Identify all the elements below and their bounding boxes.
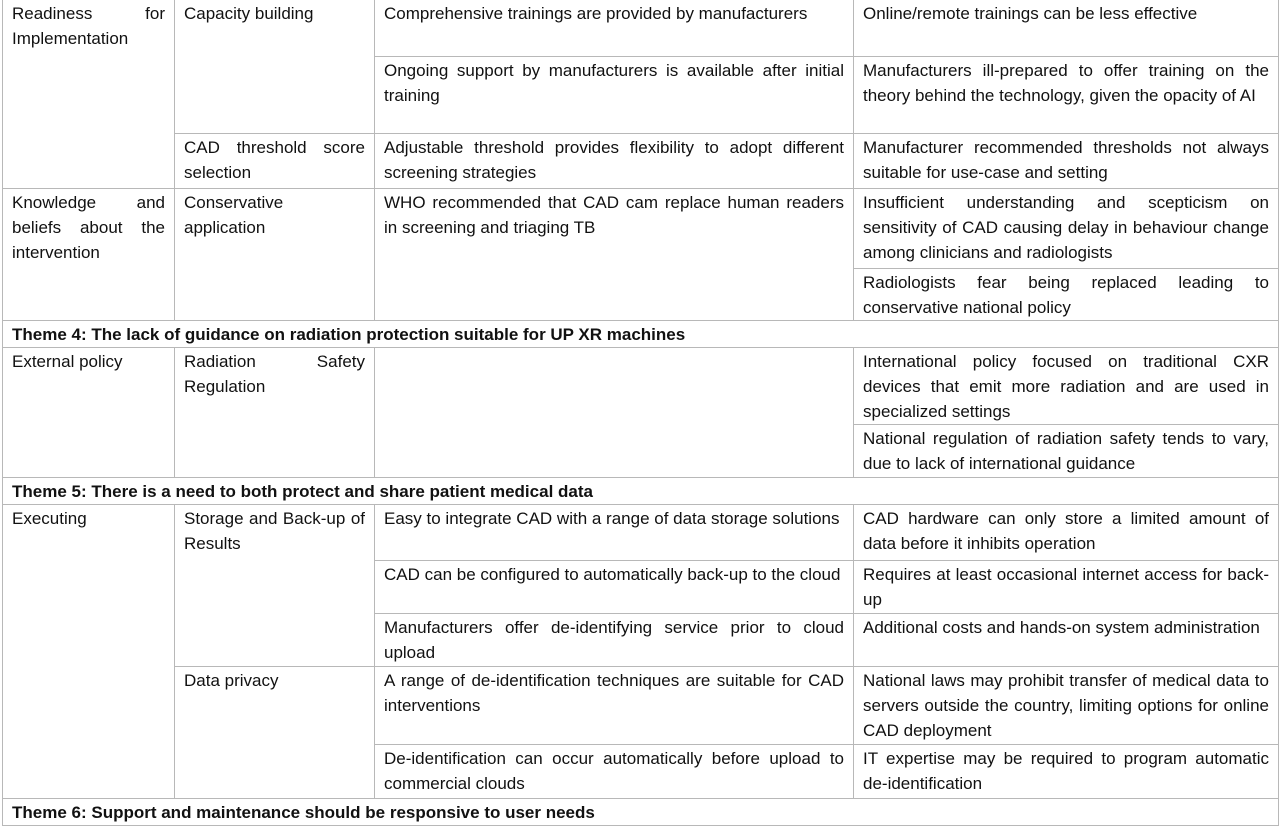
theme-row <box>3 320 1279 347</box>
barrier-cell: Radiologists fear being replaced leading to conservative national policy <box>854 268 1279 320</box>
construct-cell: Executing <box>3 504 175 798</box>
subconstruct-cell: Storage and Back-up of Results <box>175 504 375 666</box>
table-row <box>3 666 1279 744</box>
barrier-cell: Additional costs and hands-on system administration <box>854 613 1279 666</box>
facilitator-cell <box>375 347 854 477</box>
subconstruct-cell: Conservative application <box>175 188 375 320</box>
table-row <box>3 133 1279 188</box>
facilitator-cell: Manufacturers offer de-identifying service prior to cloud upload <box>375 613 854 666</box>
facilitator-cell: Comprehensive trainings are provided by manufacturers <box>375 0 854 56</box>
facilitator-cell: Ongoing support by manufacturers is available after initial training <box>375 56 854 133</box>
barrier-cell: Insufficient understanding and scepticism on sensitivity of CAD causing delay in behaviour change among clinicians and radiologists <box>854 188 1279 268</box>
barrier-cell: Requires at least occasional internet access for back-up <box>854 560 1279 613</box>
barrier-cell: Manufacturer recommended thresholds not always suitable for use-case and setting <box>854 133 1279 188</box>
barrier-cell: IT expertise may be required to program automatic de-identification <box>854 744 1279 798</box>
facilitator-cell: WHO recommended that CAD cam replace human readers in screening and triaging TB <box>375 188 854 320</box>
table-row <box>3 188 1279 268</box>
subconstruct-cell: CAD threshold score selection <box>175 133 375 188</box>
theme-row <box>3 798 1279 825</box>
facilitator-cell: A range of de-identification techniques are suitable for CAD interventions <box>375 666 854 744</box>
barrier-cell: Online/remote trainings can be less effective <box>854 0 1279 56</box>
theme-heading: Theme 4: The lack of guidance on radiation protection suitable for UP XR machines <box>3 320 1279 347</box>
facilitator-cell: De-identification can occur automatically before upload to commercial clouds <box>375 744 854 798</box>
barrier-cell: National laws may prohibit transfer of medical data to servers outside the country, limiting options for online CAD deployment <box>854 666 1279 744</box>
subconstruct-cell: Radiation Safety Regulation <box>175 347 375 477</box>
barrier-cell: CAD hardware can only store a limited amount of data before it inhibits operation <box>854 504 1279 560</box>
table-row <box>3 0 1279 56</box>
cfir-findings-table <box>2 0 1279 826</box>
facilitator-cell: Easy to integrate CAD with a range of data storage solutions <box>375 504 854 560</box>
subconstruct-cell: Data privacy <box>175 666 375 798</box>
theme-heading: Theme 6: Support and maintenance should be responsive to user needs <box>3 798 1279 825</box>
construct-cell: External policy <box>3 347 175 477</box>
theme-heading: Theme 5: There is a need to both protect and share patient medical data <box>3 477 1279 504</box>
barrier-cell: International policy focused on traditional CXR devices that emit more radiation and are used in specialized settings <box>854 347 1279 424</box>
facilitator-cell: CAD can be configured to automatically back-up to the cloud <box>375 560 854 613</box>
table-row <box>3 347 1279 424</box>
construct-cell: Readiness for Implementation <box>3 0 175 188</box>
barrier-cell: Manufacturers ill-prepared to offer training on the theory behind the technology, given the opacity of AI <box>854 56 1279 133</box>
table-row <box>3 504 1279 560</box>
facilitator-cell: Adjustable threshold provides flexibility to adopt different screening strategies <box>375 133 854 188</box>
subconstruct-cell: Capacity building <box>175 0 375 133</box>
construct-cell: Knowledge and beliefs about the intervention <box>3 188 175 320</box>
theme-row <box>3 477 1279 504</box>
barrier-cell: National regulation of radiation safety tends to vary, due to lack of international guidance <box>854 424 1279 477</box>
